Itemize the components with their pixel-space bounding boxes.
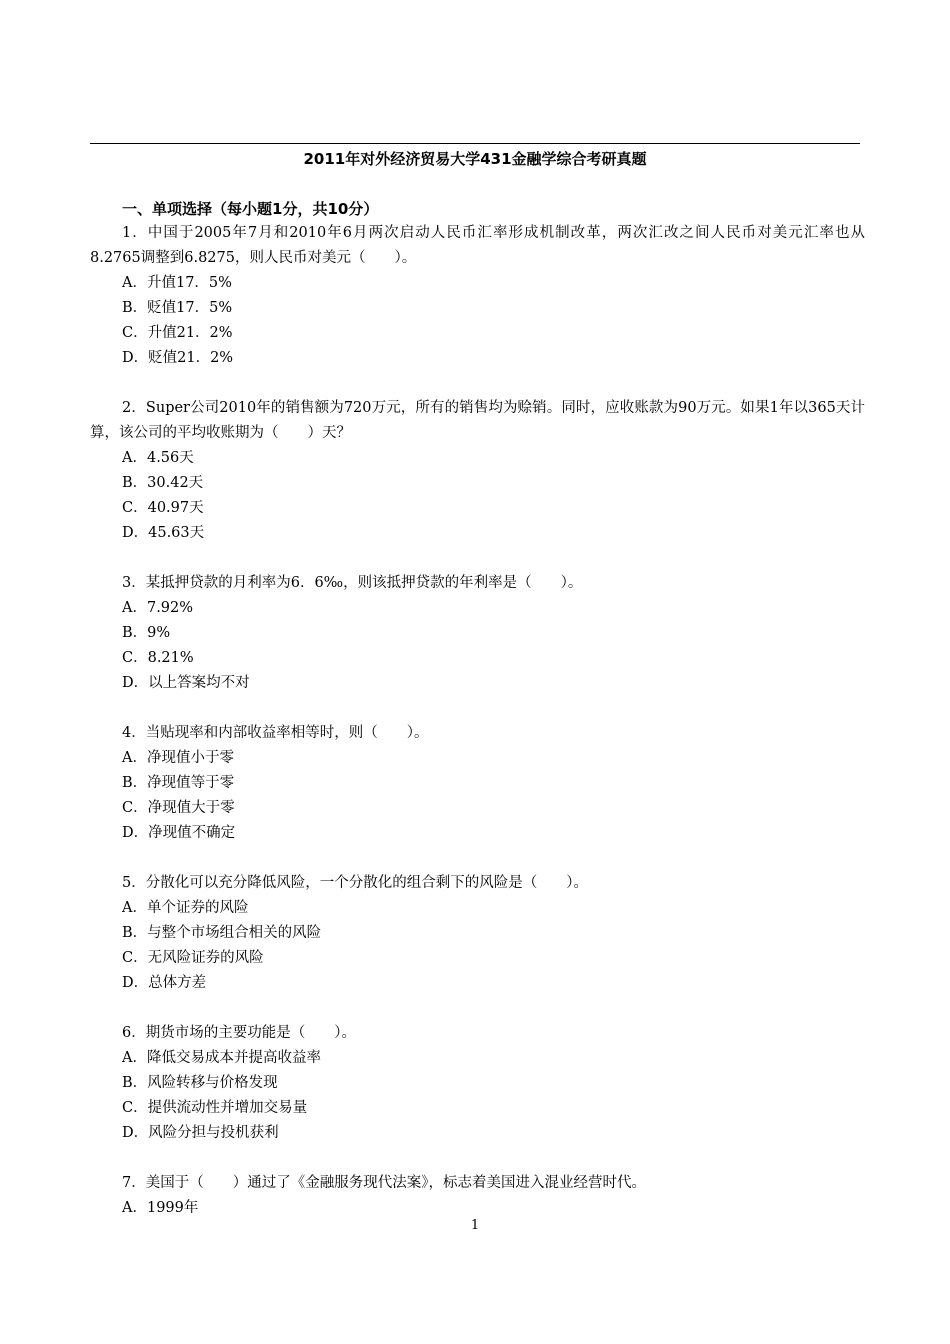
question-7 <box>90 1171 865 1221</box>
question-stem: 6．期货市场的主要功能是（ ）。 <box>122 1025 356 1041</box>
option-c: C．40.97天 <box>122 500 204 516</box>
option-b: B．9% <box>122 625 171 641</box>
question-stem: 4．当贴现率和内部收益率相等时，则（ ）。 <box>122 725 429 741</box>
question-stem: 5．分散化可以充分降低风险，一个分散化的组合剩下的风险是（ ）。 <box>122 875 588 891</box>
option-a: A．降低交易成本并提高收益率 <box>122 1050 321 1066</box>
question-5 <box>90 871 865 996</box>
question-1 <box>90 221 865 371</box>
option-a: A．1999年 <box>122 1200 199 1216</box>
question-stem: 3．某抵押贷款的月利率为6．6‰，则该抵押贷款的年利率是（ ）。 <box>122 575 583 591</box>
question-4 <box>90 721 865 846</box>
option-b: B．风险转移与价格发现 <box>122 1075 278 1091</box>
question-2 <box>90 396 865 546</box>
option-c: C．提供流动性并增加交易量 <box>122 1100 308 1116</box>
option-b: B．贬值17．5% <box>122 300 233 316</box>
option-d: D．45.63天 <box>122 525 205 541</box>
option-a: A．升值17．5% <box>122 275 232 291</box>
option-d: D．风险分担与投机获利 <box>122 1125 279 1141</box>
question-stem: 2．Super公司2010年的销售额为720万元，所有的销售均为赊销。同时，应收账款为90万元。如果1年以365天计算，该公司的平均收账期为（ ）天？ <box>90 400 865 441</box>
option-a: A．4.56天 <box>122 450 194 466</box>
option-c: C．净现值大于零 <box>122 800 235 816</box>
option-a: A．单个证券的风险 <box>122 900 249 916</box>
question-list <box>90 221 865 1246</box>
question-stem: 7．美国于（ ）通过了《金融服务现代法案》，标志着美国进入混业经营时代。 <box>122 1175 646 1191</box>
option-c: C．升值21．2% <box>122 325 233 341</box>
option-d: D．净现值不确定 <box>122 825 236 841</box>
option-b: B．净现值等于零 <box>122 775 235 791</box>
header-rule <box>90 143 860 144</box>
section-heading: 一、单项选择（每小题1分，共10分） <box>122 200 379 218</box>
question-6 <box>90 1021 865 1146</box>
option-d: D．以上答案均不对 <box>122 675 250 691</box>
page-number: 1 <box>470 1218 480 1233</box>
option-a: A．净现值小于零 <box>122 750 234 766</box>
option-d: D．贬值21．2% <box>122 350 234 366</box>
option-d: D．总体方差 <box>122 975 207 991</box>
question-3 <box>90 571 865 696</box>
option-c: C．无风险证券的风险 <box>122 950 264 966</box>
option-b: B．30.42天 <box>122 475 204 491</box>
question-stem: 1．中国于2005年7月和2010年6月两次启动人民币汇率形成机制改革，两次汇改之间人民币对美元汇率也从8.2765调整到6.8275，则人民币对美元（ ）。 <box>90 225 865 266</box>
option-b: B．与整个市场组合相关的风险 <box>122 925 322 941</box>
option-c: C．8.21% <box>122 650 194 666</box>
document-title: 2011年对外经济贸易大学431金融学综合考研真题 <box>303 150 647 168</box>
option-a: A．7.92% <box>122 600 194 616</box>
